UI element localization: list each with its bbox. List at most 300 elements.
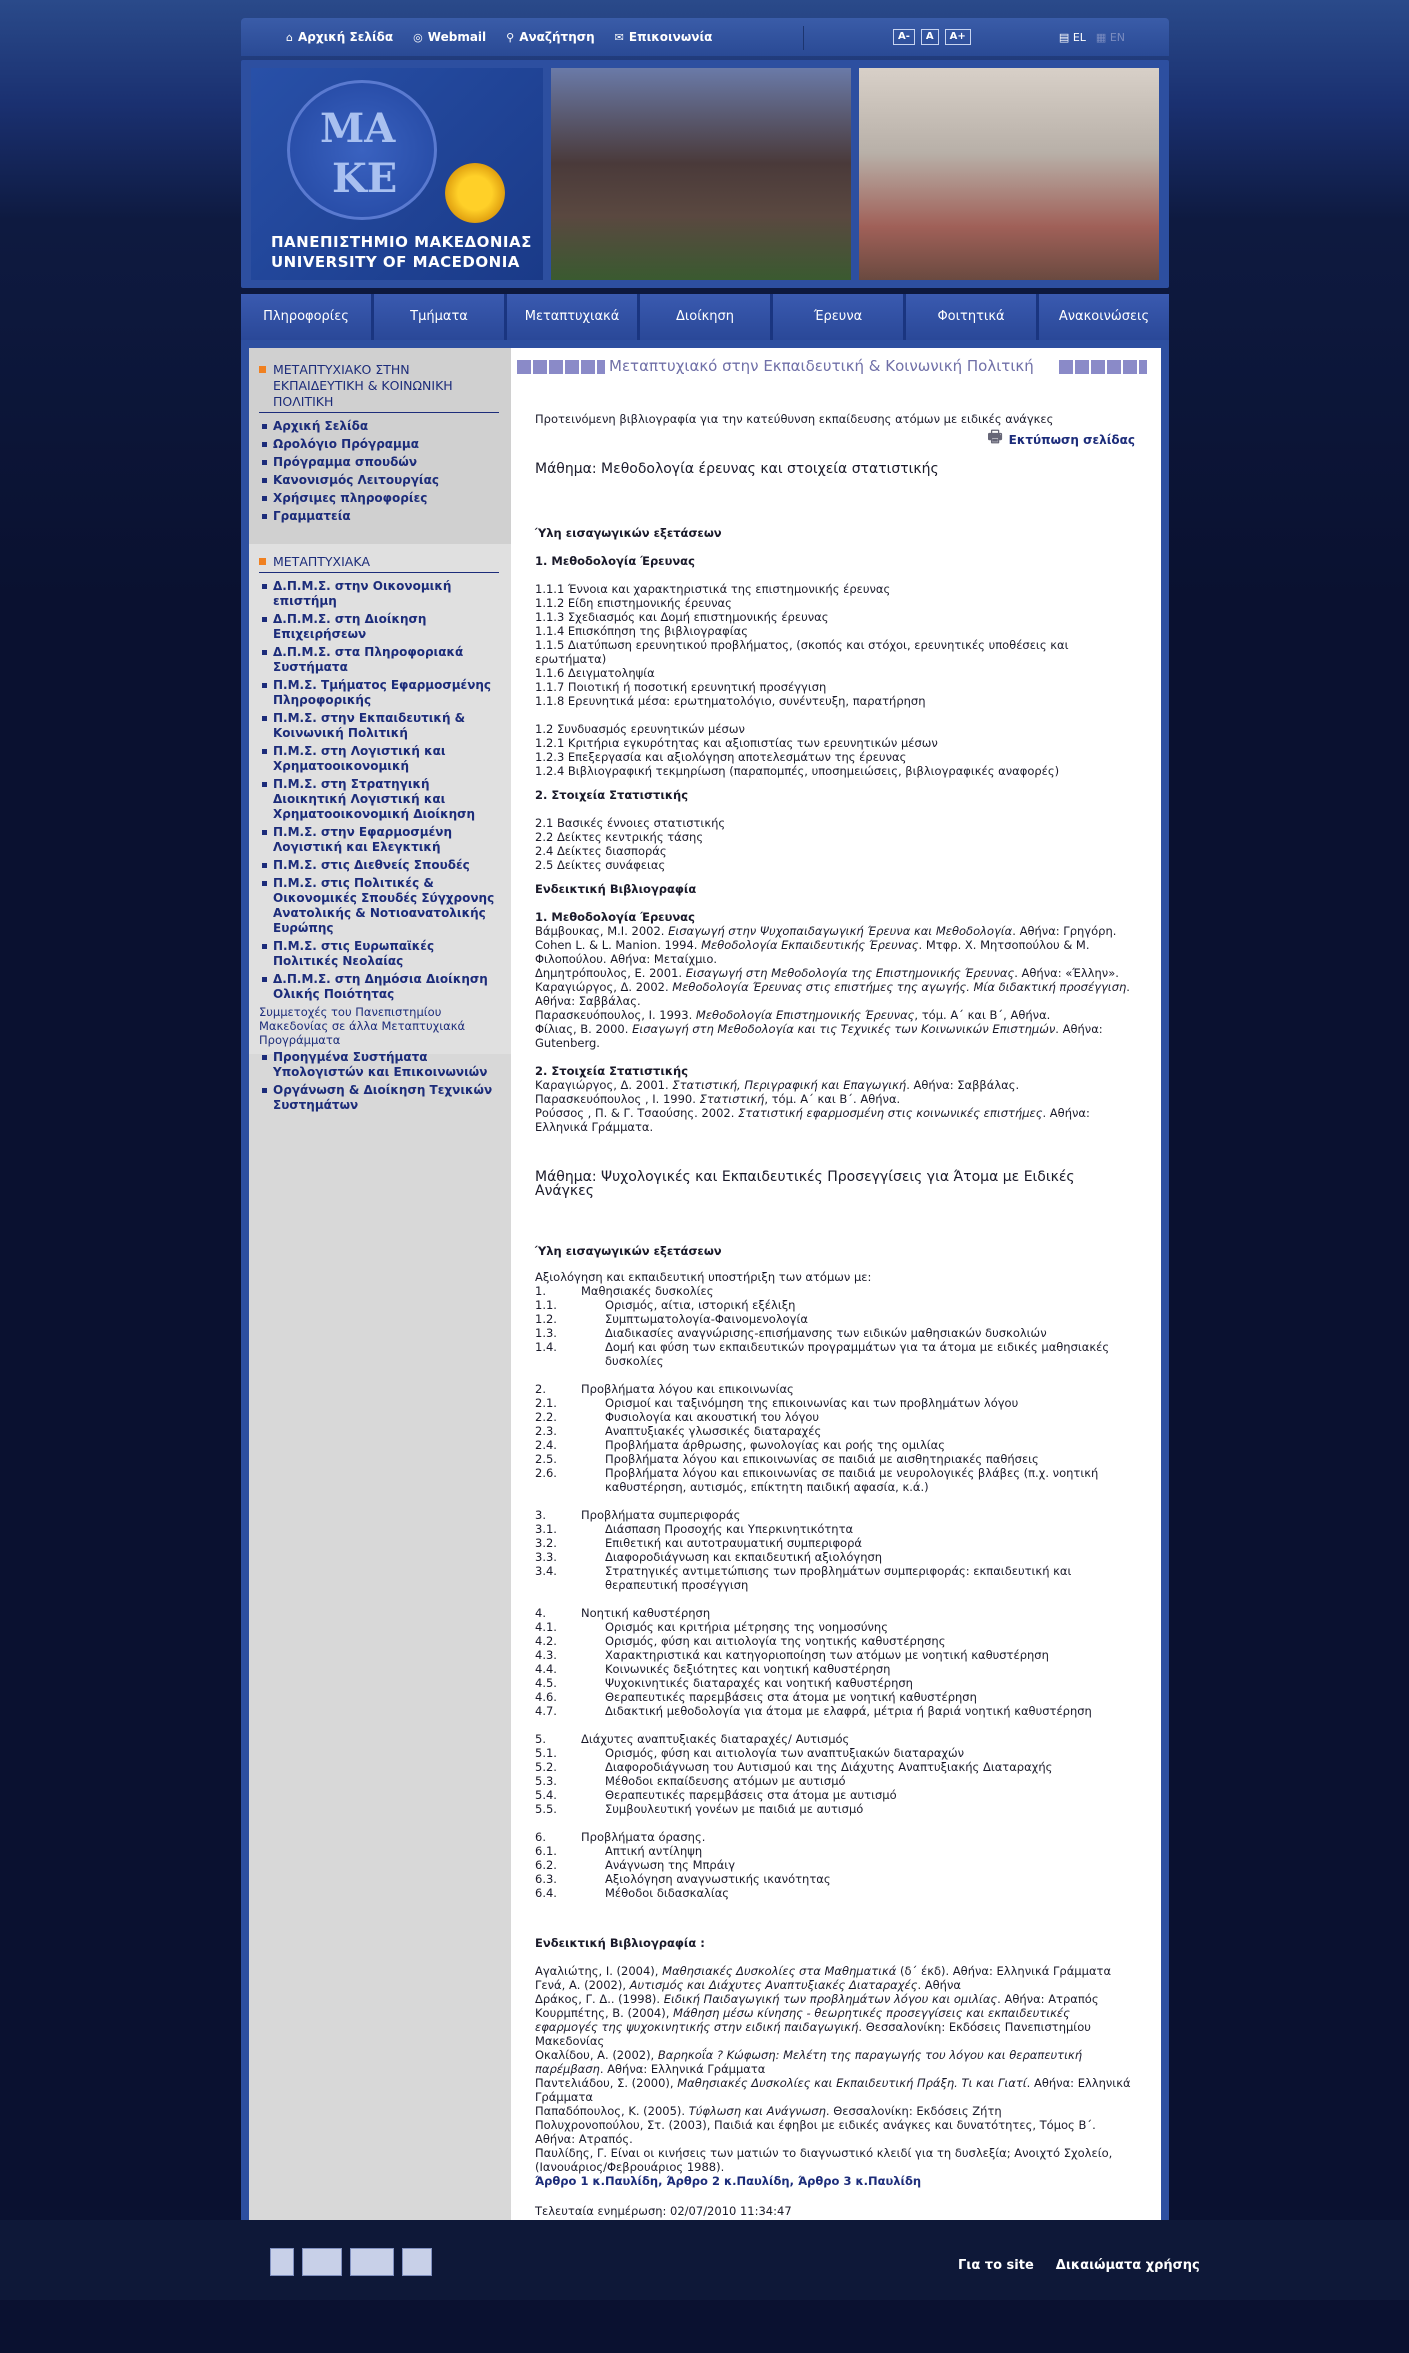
topic-text: Θεραπευτικές παρεμβάσεις στα άτομα με αυτισμό xyxy=(605,1788,897,1802)
biblio-title: Αυτισμός και Διάχυτες Αναπτυξιακές Διαταραχές xyxy=(629,1978,918,1992)
course1-part2-heading: 2. Στοιχεία Στατιστικής xyxy=(535,788,689,802)
biblio-publisher: , τόμ. Α΄ και Β΄, Αθήνα. xyxy=(914,1008,1051,1022)
list-item: 2.1 Βασικές έννοιες στατιστικής xyxy=(535,816,726,830)
topic-text: Προβλήματα λόγου και επικοινωνίας σε παιδιά με νευρολογικές βλάβες (π.χ. νοητική καθυστέρηση, αυτισμός, επίκτητη παιδική αφασία, κ.ά.) xyxy=(605,1466,1099,1494)
sidebar-item[interactable]: Π.Μ.Σ. στη Λογιστική και Χρηματοοικονομική xyxy=(259,744,501,774)
main-nav xyxy=(241,294,1169,340)
page-footer xyxy=(0,2220,1409,2300)
webmail-link[interactable] xyxy=(413,30,486,44)
nav-info[interactable]: Πληροφορίες xyxy=(241,294,371,340)
topic-number: 1.2. xyxy=(535,1312,557,1326)
topic-text: Απτική αντίληψη xyxy=(605,1844,703,1858)
biblio-title: Μεθοδολογία Επιστημονικής Έρευνας xyxy=(695,1008,915,1022)
topic-heading xyxy=(535,1606,1135,1620)
sidebar-list-other xyxy=(259,1050,501,1113)
course1-biblio2-heading: 2. Στοιχεία Στατιστικής xyxy=(535,1064,689,1078)
topic-text: Συμβουλευτική γονέων με παιδιά με αυτισμό xyxy=(605,1802,864,1816)
ministry-logo-icon[interactable] xyxy=(270,2248,294,2276)
course2-title: Μάθημα: Ψυχολογικές και Εκπαιδευτικές Προσεγγίσεις για Άτομα με Ειδικές Ανάγκες xyxy=(535,1169,1075,1199)
terms-of-use-link[interactable]: Δικαιώματα χρήσης xyxy=(1055,2258,1200,2273)
list-item: 2.2 Δείκτες κεντρικής τάσης xyxy=(535,830,704,844)
home-icon: ⌂ xyxy=(286,30,293,44)
topic-text: Μέθοδοι διδασκαλίας xyxy=(605,1886,730,1900)
course1-biblio2-list xyxy=(535,1078,1135,1134)
sidebar-item[interactable]: Π.Μ.Σ. στις Ευρωπαϊκές Πολιτικές Νεολαίας xyxy=(259,939,501,969)
top-nav xyxy=(286,30,712,44)
topic-number: 4.5. xyxy=(535,1676,557,1690)
course1-part2-list xyxy=(535,816,1135,872)
content-frame xyxy=(241,340,1169,2230)
topic-text: Φυσιολογία και ακουστική του λόγου xyxy=(605,1410,820,1424)
list-item: 1.2 Συνδυασμός ερευνητικών μέσων xyxy=(535,722,745,736)
topic-number: 4.1. xyxy=(535,1620,557,1634)
topic-item xyxy=(535,1326,1135,1340)
title-decoration-left xyxy=(517,360,605,374)
header-banner xyxy=(241,60,1169,288)
list-item: 1.2.4 Βιβλιογραφική τεκμηρίωση (παραπομπές, υποσημειώσεις, βιβλιογραφικές αναφορές) xyxy=(535,764,1060,778)
topic-text: Ανάγνωση της Μπράιγ xyxy=(605,1858,736,1872)
sidebar-section-program xyxy=(249,348,511,544)
biblio-entry xyxy=(535,2048,1135,2076)
topic-number: 6.3. xyxy=(535,1872,557,1886)
topic-number: 4. xyxy=(535,1606,546,1620)
sidebar-note: Συμμετοχές του Πανεπιστημίου Μακεδονίας σε άλλα Μεταπτυχιακά Προγράμματα xyxy=(259,1005,466,1047)
topic-text: Διαφοροδιάγνωση και εκπαιδευτική αξιολόγηση xyxy=(605,1550,883,1564)
topic-item xyxy=(535,1760,1135,1774)
topic-number: 6.4. xyxy=(535,1886,557,1900)
lecture-hall-photo xyxy=(859,68,1159,280)
lang-en-label: EN xyxy=(1109,31,1125,44)
list-item: 1.1.6 Δειγματοληψία xyxy=(535,666,655,680)
course1-biblio1-list xyxy=(535,924,1135,1050)
biblio-publisher: (δ΄ έκδ). Αθήνα: Ελληνικά Γράμματα xyxy=(896,1964,1112,1978)
top-bar xyxy=(241,18,1169,56)
topic-text: Μέθοδοι εκπαίδευσης ατόμων με αυτισμό xyxy=(605,1774,846,1788)
flag-gr-icon: ▤ xyxy=(1058,31,1070,44)
contact-link[interactable] xyxy=(615,30,713,44)
sidebar-list-program xyxy=(259,419,501,524)
topic-text: Ορισμός, φύση και αιτιολογία των αναπτυξιακών διαταραχών xyxy=(605,1746,965,1760)
biblio-title: Εισαγωγή στην Ψυχοπαιδαγωγική Έρευνα και Μεθοδολογία xyxy=(668,924,1013,938)
biblio-title: Τύφλωση και Ανάγνωση xyxy=(688,2104,826,2118)
biblio-publisher: . Αθήνα: Σαββάλας. xyxy=(535,980,1130,1008)
biblio-author: Οκαλίδου, Α. (2002), xyxy=(535,2048,658,2062)
biblio-author: Παρασκευόπουλος, Ι. 1993. xyxy=(535,1008,696,1022)
topic-item xyxy=(535,1774,1135,1788)
list-item: 1.1.3 Σχεδιασμός και Δομή επιστημονικής έρευνας xyxy=(535,610,829,624)
topic-item xyxy=(535,1746,1135,1760)
biblio-author: Δράκος, Γ. Δ.. (1998). xyxy=(535,1992,664,2006)
topic-text: Νοητική καθυστέρηση xyxy=(581,1606,711,1620)
list-item: 1.2.3 Επεξεργασία και αξιολόγηση αποτελεσμάτων της έρευνας xyxy=(535,750,907,764)
webmail-link-label: Webmail xyxy=(427,30,487,44)
list-item: 1.1.5 Διατύπωση ερευνητικού προβλήματος, (σκοπός και στόχοι, ερευνητικές υποθέσεις και ερωτήματα) xyxy=(535,638,1069,666)
biblio-entry xyxy=(535,966,1135,980)
operational-program-logo-icon[interactable] xyxy=(350,2248,394,2276)
sidebar-item[interactable]: Π.Μ.Σ. στη Στρατηγική Διοικητική Λογιστική και Χρηματοοικονομική Διοίκηση xyxy=(259,777,501,822)
course2-biblio-list xyxy=(535,1964,1135,2174)
biblio-title: Στατιστική εφαρμοσμένη στις κοινωνικές επιστήμες xyxy=(738,1106,1043,1120)
sidebar xyxy=(249,348,511,2222)
lang-en[interactable] xyxy=(1096,31,1125,44)
biblio-entry xyxy=(535,1964,1135,1978)
topic-number: 5.1. xyxy=(535,1746,557,1760)
home-link[interactable] xyxy=(286,30,393,44)
topic-text: Αναπτυξιακές γλωσσικές διαταραχές xyxy=(605,1424,822,1438)
topic-group xyxy=(535,1508,1135,1592)
logo-text xyxy=(271,232,532,272)
topic-item xyxy=(535,1536,1135,1550)
footer-logos xyxy=(270,2248,432,2276)
biblio-title: Μαθησιακές Δυσκολίες στα Μαθηματικά xyxy=(662,1964,897,1978)
biblio-publisher: . Αθήνα: Σαββάλας. xyxy=(906,1078,1020,1092)
topic-number: 4.3. xyxy=(535,1648,557,1662)
topic-item xyxy=(535,1704,1135,1718)
biblio-author: Παρασκευόπουλος , Ι. 1990. xyxy=(535,1092,700,1106)
topic-item xyxy=(535,1298,1135,1312)
topic-number: 5.3. xyxy=(535,1774,557,1788)
course1-material-heading: Ύλη εισαγωγικών εξετάσεων xyxy=(535,526,722,540)
sidebar-item[interactable]: Δ.Π.Μ.Σ. στην Οικονομική επιστήμη xyxy=(259,579,501,609)
biblio-entry xyxy=(535,2076,1135,2104)
topic-item xyxy=(535,1676,1135,1690)
university-logo[interactable] xyxy=(251,68,543,280)
biblio-author: Δημητρόπουλος, Ε. 2001. xyxy=(535,966,686,980)
biblio-author: Καραγιώργος, Δ. 2002. xyxy=(535,980,673,994)
globe-icon: ◎ xyxy=(413,30,423,44)
biblio-entry xyxy=(535,2118,1135,2146)
topic-text: Προβλήματα συμπεριφοράς xyxy=(581,1508,741,1522)
sidebar-item[interactable]: Οργάνωση & Διοίκηση Τεχνικών Συστημάτων xyxy=(259,1083,501,1113)
topic-number: 5.5. xyxy=(535,1802,557,1816)
biblio-author: Αγαλιώτης, Ι. (2004), xyxy=(535,1964,663,1978)
biblio-entry xyxy=(535,924,1135,938)
biblio-publisher: . Θεσσαλονίκη: Εκδόσεις Ζήτη xyxy=(825,2104,1002,2118)
sidebar-item[interactable]: Π.Μ.Σ. στις Διεθνείς Σπουδές xyxy=(259,858,501,873)
course1-part1-list-b xyxy=(535,722,1135,778)
print-page-label: Εκτύπωση σελίδας xyxy=(1008,432,1135,447)
topic-number: 1. xyxy=(535,1284,546,1298)
topic-item xyxy=(535,1872,1135,1886)
course1-part1-heading: 1. Μεθοδολογία Έρευνας xyxy=(535,554,695,568)
sidebar-item[interactable]: Χρήσιμες πληροφορίες xyxy=(259,491,501,506)
article-link-1[interactable]: Άρθρο 1 κ.Παυλίδη xyxy=(535,2174,659,2188)
biblio-entry xyxy=(535,2104,1135,2118)
topic-item xyxy=(535,1550,1135,1564)
page-title: Μεταπτυχιακό στην Εκπαιδευτική & Κοινωνική Πολιτική xyxy=(609,357,1034,375)
sidebar-item[interactable]: Κανονισμός Λειτουργίας xyxy=(259,473,501,488)
topic-number: 2.4. xyxy=(535,1438,557,1452)
topic-text: Διαδικασίες αναγνώρισης-επισήμανσης των ειδικών μαθησιακών δυσκολιών xyxy=(605,1326,1047,1340)
biblio-entry xyxy=(535,1106,1135,1134)
topic-text: Δομή και φύση των εκπαιδευτικών προγραμμάτων για τα άτομα με ειδικές μαθησιακές δυσκολίες xyxy=(605,1340,1110,1368)
topic-number: 4.6. xyxy=(535,1690,557,1704)
topic-group xyxy=(535,1382,1135,1494)
sidebar-item[interactable]: Π.Μ.Σ. στην Εκπαιδευτική & Κοινωνική Πολιτική xyxy=(259,711,501,741)
topic-text: Προβλήματα άρθρωσης, φωνολογίας και ροής της ομιλίας xyxy=(605,1438,945,1452)
search-link[interactable] xyxy=(506,30,595,44)
sidebar-list-postgrad xyxy=(259,579,501,1002)
list-item: 1.1.7 Ποιοτική ή ποσοτική ερευνητική προσέγγιση xyxy=(535,680,827,694)
sidebar-item[interactable]: Δ.Π.Μ.Σ. στη Διοίκηση Επιχειρήσεων xyxy=(259,612,501,642)
topic-heading xyxy=(535,1508,1135,1522)
main-content xyxy=(517,348,1157,2188)
biblio-entry xyxy=(535,2146,1135,2174)
topic-item xyxy=(535,1396,1135,1410)
biblio-author: Βάμβουκας, Μ.Ι. 2002. xyxy=(535,924,669,938)
biblio-publisher: . Αθήνα: Ελληνικά Γράμματα xyxy=(599,2062,766,2076)
sidebar-item[interactable]: Γραμματεία xyxy=(259,509,501,524)
course2-biblio-heading: Ενδεικτική Βιβλιογραφία : xyxy=(535,1936,705,1950)
topic-group xyxy=(535,1284,1135,1368)
nav-research[interactable]: Έρευνα xyxy=(773,294,903,340)
topic-number: 4.7. xyxy=(535,1704,557,1718)
topic-number: 4.2. xyxy=(535,1634,557,1648)
biblio-author: Παυλίδης, Γ. Είναι οι κινήσεις των ματιών το διαγνωστικό κλειδί για τη δυσλεξία; Ανοιχτό Σχολείο, (Ιανουάριος/Φεβρουάριος 1988). xyxy=(535,2146,1113,2174)
topic-number: 2.2. xyxy=(535,1410,557,1424)
topic-number: 6.1. xyxy=(535,1844,557,1858)
topic-text: Συμπτωματολογία-Φαινομενολογία xyxy=(605,1312,808,1326)
search-icon: ⚲ xyxy=(506,30,515,44)
contact-link-label: Επικοινωνία xyxy=(628,30,713,44)
article-body xyxy=(535,412,1135,2188)
sidebar-item[interactable]: Δ.Π.Μ.Σ. στα Πληροφοριακά Συστήματα xyxy=(259,645,501,675)
topic-item xyxy=(535,1690,1135,1704)
topic-group xyxy=(535,1606,1135,1718)
topic-text: Προβλήματα λόγου και επικοινωνίας σε παιδιά με αισθητηριακές παθήσεις xyxy=(605,1452,1039,1466)
course1-biblio-heading: Ενδεικτική Βιβλιογραφία xyxy=(535,882,697,896)
topic-number: 3.1. xyxy=(535,1522,557,1536)
topic-item xyxy=(535,1452,1135,1466)
biblio-author: Πολυχρονοπούλου, Στ. (2003), Παιδιά και έφηβοι με ειδικές ανάγκες και δυνατότητες, Τόμος Β΄. Αθήνα: Ατραπός. xyxy=(535,2118,1096,2146)
topic-number: 3.2. xyxy=(535,1536,557,1550)
biblio-publisher: , τόμ. Α΄ και Β΄. Αθήνα. xyxy=(764,1092,901,1106)
topic-number: 2.3. xyxy=(535,1424,557,1438)
biblio-title: Στατιστική xyxy=(699,1092,765,1106)
biblio-author: Γενά, Α. (2002), xyxy=(535,1978,630,1992)
font-size-controls xyxy=(893,29,971,45)
topic-number: 5.2. xyxy=(535,1760,557,1774)
topic-number: 3. xyxy=(535,1508,546,1522)
biblio-entry xyxy=(535,980,1135,1008)
sidebar-item[interactable]: Πρόγραμμα σπουδών xyxy=(259,455,501,470)
list-item: 2.4 Δείκτες διασποράς xyxy=(535,844,667,858)
article-links: Άρθρο 1 κ.Παυλίδη, Άρθρο 2 κ.Παυλίδη, Άρθρο 3 κ.Παυλίδη xyxy=(535,2174,922,2188)
sidebar-section-title: ΜΕΤΑΠΤΥΧΙΑΚΑ xyxy=(259,554,499,573)
footer-links xyxy=(958,2258,1200,2273)
biblio-publisher: . Αθήνα xyxy=(917,1978,961,1992)
nav-departments[interactable]: Τμήματα xyxy=(374,294,504,340)
lang-el-label: EL xyxy=(1072,31,1086,44)
home-link-label: Αρχική Σελίδα xyxy=(297,30,394,44)
sidebar-item[interactable]: Προηγμένα Συστήματα Υπολογιστών και Επικοινωνιών xyxy=(259,1050,501,1080)
biblio-entry xyxy=(535,1078,1135,1092)
biblio-author: Καραγιώργος, Δ. 2001. xyxy=(535,1078,673,1092)
course2-lead: Αξιολόγηση και εκπαιδευτική υποστήριξη των ατόμων με: xyxy=(535,1270,872,1284)
topic-number: 3.4. xyxy=(535,1564,557,1578)
sidebar-item[interactable]: Δ.Π.Μ.Σ. στη Δημόσια Διοίκηση Ολικής Ποιότητας xyxy=(259,972,501,1002)
topic-item xyxy=(535,1424,1135,1438)
topic-text: Ορισμός, αίτια, ιστορική εξέλιξη xyxy=(605,1298,796,1312)
biblio-entry xyxy=(535,1978,1135,1992)
biblio-entry xyxy=(535,1008,1135,1022)
logo-title-greek: ΠΑΝΕΠΙΣΤΗΜΙΟ ΜΑΚΕΔΟΝΙΑΣ xyxy=(271,233,532,251)
biblio-author: Ρούσσος , Π. & Γ. Τσαούσης. 2002. xyxy=(535,1106,739,1120)
biblio-title: Στατιστική, Περιγραφική και Επαγωγική xyxy=(672,1078,907,1092)
nav-announcements[interactable]: Ανακοινώσεις xyxy=(1039,294,1169,340)
biblio-publisher: . Αθήνα: Ελληνικά Γράμματα xyxy=(535,2076,1131,2104)
sun-emblem-icon xyxy=(445,163,505,223)
course1-title: Μάθημα: Μεθοδολογία έρευνας και στοιχεία στατιστικής xyxy=(535,461,939,477)
topic-heading xyxy=(535,1732,1135,1746)
seal-text-top: ΜΑ xyxy=(320,105,396,152)
sidebar-item[interactable]: Π.Μ.Σ. Τμήματος Εφαρμοσμένης Πληροφορικής xyxy=(259,678,501,708)
biblio-entry xyxy=(535,938,1135,966)
divider xyxy=(803,26,804,50)
course2-topics xyxy=(535,1284,1135,1900)
topic-heading xyxy=(535,1284,1135,1298)
language-switch xyxy=(1059,31,1125,44)
course1-part1-list-a xyxy=(535,582,1135,708)
sidebar-section-postgrad xyxy=(249,544,511,1112)
biblio-author: Cohen L. & L. Manion. 1994. xyxy=(535,938,702,952)
topic-item xyxy=(535,1410,1135,1424)
topic-item xyxy=(535,1662,1135,1676)
digital-greece-logo-icon[interactable] xyxy=(302,2248,342,2276)
topic-text: Διάχυτες αναπτυξιακές διαταραχές/ Αυτισμός xyxy=(581,1732,850,1746)
topic-text: Διαφοροδιάγνωση του Αυτισμού και της Διάχυτης Αναπτυξιακής Διαταραχής xyxy=(605,1760,1053,1774)
sidebar-item[interactable]: Π.Μ.Σ. στην Εφαρμοσμένη Λογιστική και Ελεγκτική xyxy=(259,825,501,855)
font-larger-button[interactable]: A+ xyxy=(945,29,971,45)
font-normal-button[interactable]: A xyxy=(921,29,939,45)
font-smaller-button[interactable]: A- xyxy=(893,29,915,45)
biblio-entry xyxy=(535,2006,1135,2048)
topic-text: Ορισμός και κριτήρια μέτρησης της νοημοσύνης xyxy=(605,1620,888,1634)
biblio-publisher: . Αθήνα: Γρηγόρη. xyxy=(1012,924,1117,938)
topic-number: 1.4. xyxy=(535,1340,557,1354)
topic-text: Αξιολόγηση αναγνωστικής ικανότητας xyxy=(605,1872,831,1886)
eu-flag-icon[interactable] xyxy=(402,2248,432,2276)
topic-number: 4.4. xyxy=(535,1662,557,1676)
topic-item xyxy=(535,1634,1135,1648)
biblio-title: Μεθοδολογία Εκπαιδευτικής Έρευνας xyxy=(701,938,919,952)
list-item: 1.1.8 Ερευνητικά μέσα: ερωτηματολόγιο, συνέντευξη, παρατήρηση xyxy=(535,694,926,708)
biblio-author: Παντελιάδου, Σ. (2000), xyxy=(535,2076,678,2090)
topic-number: 1.3. xyxy=(535,1326,557,1340)
topic-item xyxy=(535,1858,1135,1872)
topic-text: Προβλήματα λόγου και επικοινωνίας xyxy=(581,1382,794,1396)
topic-item xyxy=(535,1788,1135,1802)
title-decoration-right xyxy=(1059,360,1147,374)
nav-postgraduate[interactable]: Μεταπτυχιακά xyxy=(507,294,637,340)
topic-heading xyxy=(535,1830,1135,1844)
last-update: Τελευταία ενημέρωση: 02/07/2010 11:34:47 xyxy=(535,2204,792,2218)
topic-item xyxy=(535,1522,1135,1536)
biblio-publisher: . Αθήνα: Ατραπός xyxy=(997,1992,1099,2006)
page-title-bar xyxy=(517,354,1157,382)
list-item: 1.1.1 Έννοια και χαρακτηριστικά της επιστημονικής έρευνας xyxy=(535,582,891,596)
topic-number: 6. xyxy=(535,1830,546,1844)
article-link-3[interactable]: Άρθρο 3 κ.Παυλίδη xyxy=(798,2174,922,2188)
topic-item xyxy=(535,1886,1135,1900)
topic-text: Θεραπευτικές παρεμβάσεις στα άτομα με νοητική καθυστέρηση xyxy=(605,1690,977,1704)
nav-student-life[interactable]: Φοιτητικά xyxy=(906,294,1036,340)
topic-number: 5. xyxy=(535,1732,546,1746)
biblio-author: Φίλιας, Β. 2000. xyxy=(535,1022,633,1036)
topic-item xyxy=(535,1844,1135,1858)
biblio-publisher: . Αθήνα: Ελληνικά Γράμματα. xyxy=(535,1106,1090,1134)
printer-icon: 🖶 xyxy=(987,427,1003,446)
flag-uk-icon: ▦ xyxy=(1095,31,1107,44)
content-inner xyxy=(249,348,1161,2222)
biblio-title: Βαρηκοΐα ? Κώφωση: Μελέτη της παραγωγής του λόγου και θεραπευτική παρέμβαση xyxy=(535,2048,1083,2076)
topic-text: Επιθετική και αυτοτραυματική συμπεριφορά xyxy=(605,1536,862,1550)
topic-item xyxy=(535,1802,1135,1816)
topic-number: 6.2. xyxy=(535,1858,557,1872)
topic-text: Στρατηγικές αντιμετώπισης των προβλημάτων συμπεριφοράς: εκπαιδευτική και θεραπευτική προσέγγιση xyxy=(605,1564,1072,1592)
topic-text: Ορισμοί και ταξινόμηση της επικοινωνίας και των προβλημάτων λόγου xyxy=(605,1396,1019,1410)
topic-text: Ορισμός, φύση και αιτιολογία της νοητικής καθυστέρησης xyxy=(605,1634,946,1648)
topic-item xyxy=(535,1466,1135,1494)
search-link-label: Αναζήτηση xyxy=(519,30,595,44)
topic-text: Προβλήματα όρασης. xyxy=(581,1830,706,1844)
topic-heading xyxy=(535,1382,1135,1396)
biblio-title: Μάθηση μέσω κίνησης - θεωρητικές προσεγγίσεις και εκπαιδευτικές εφαρμογές της ψυχοκινητικής στην ειδική παιδαγωγική xyxy=(535,2006,1070,2034)
page-wrapper xyxy=(241,18,1169,2218)
topic-text: Μαθησιακές δυσκολίες xyxy=(581,1284,714,1298)
sidebar-item[interactable]: Π.Μ.Σ. στις Πολιτικές & Οικονομικές Σπουδές Σύγχρονης Ανατολικής & Νοτιοανατολικής Ευρώπης xyxy=(259,876,501,936)
biblio-entry xyxy=(535,1022,1135,1050)
topic-text: Κοινωνικές δεξιότητες και νοητική καθυστέρηση xyxy=(605,1662,891,1676)
nav-administration[interactable]: Διοίκηση xyxy=(640,294,770,340)
topic-item xyxy=(535,1340,1135,1368)
about-site-link[interactable]: Για το site xyxy=(958,2258,1034,2273)
intro-text: Προτεινόμενη βιβλιογραφία για την κατεύθυνση εκπαίδευσης ατόμων με ειδικές ανάγκες xyxy=(535,412,1054,426)
topic-number: 5.4. xyxy=(535,1788,557,1802)
biblio-publisher: . Αθήνα: Gutenberg. xyxy=(535,1022,1103,1050)
biblio-entry xyxy=(535,1092,1135,1106)
topic-item xyxy=(535,1312,1135,1326)
sidebar-item[interactable]: Ωρολόγιο Πρόγραμμα xyxy=(259,437,501,452)
topic-text: Διδακτική μεθοδολογία για άτομα με ελαφρά, μέτρια ή βαριά νοητική καθυστέρηση xyxy=(605,1704,1092,1718)
sidebar-item[interactable]: Αρχική Σελίδα xyxy=(259,419,501,434)
course1-biblio1-heading: 1. Μεθοδολογία Έρευνας xyxy=(535,910,695,924)
biblio-title: Μεθοδολογία Έρευνας στις επιστήμες της αγωγής. Μία διδακτική προσέγγιση xyxy=(672,980,1127,994)
topic-text: Χαρακτηριστικά και κατηγοριοποίηση των ατόμων με νοητική καθυστέρηση xyxy=(605,1648,1049,1662)
topic-item xyxy=(535,1648,1135,1662)
biblio-title: Εισαγωγή στη Μεθοδολογία της Επιστημονικής Έρευνας xyxy=(685,966,1015,980)
topic-item xyxy=(535,1620,1135,1634)
biblio-publisher: . Μτφρ. Χ. Μητσοπούλου & Μ. Φιλοπούλου. Αθήνα: Μεταίχμιο. xyxy=(535,938,1090,966)
topic-group xyxy=(535,1830,1135,1900)
topic-text: Ψυχοκινητικές διαταραχές και νοητική καθυστέρηση xyxy=(605,1676,913,1690)
mail-icon: ✉ xyxy=(614,30,624,44)
article-link-2[interactable]: Άρθρο 2 κ.Παυλίδη xyxy=(666,2174,790,2188)
biblio-author: Παπαδόπουλος, Κ. (2005). xyxy=(535,2104,689,2118)
course2-material-heading: Ύλη εισαγωγικών εξετάσεων xyxy=(535,1244,722,1258)
topic-text: Διάσπαση Προσοχής και Υπερκινητικότητα xyxy=(605,1522,854,1536)
topic-number: 2.5. xyxy=(535,1452,557,1466)
topic-number: 2.6. xyxy=(535,1466,557,1480)
lang-el[interactable] xyxy=(1059,31,1086,44)
list-item: 1.1.2 Είδη επιστημονικής έρευνας xyxy=(535,596,732,610)
topic-group xyxy=(535,1732,1135,1816)
seal-text-bottom: ΚΕ xyxy=(332,155,398,202)
biblio-author: Κουρμπέτης, Β. (2004), xyxy=(535,2006,674,2020)
biblio-title: Μαθησιακές Δυσκολίες και Εκπαιδευτική Πράξη. Τι και Γιατί xyxy=(677,2076,1027,2090)
sidebar-section-title: ΜΕΤΑΠΤΥΧΙΑΚΟ ΣΤΗΝ ΕΚΠΑΙΔΕΥΤΙΚΗ & ΚΟΙΝΩΝΙΚΗ ΠΟΛΙΤΙΚΗ xyxy=(259,362,499,413)
biblio-title: Εισαγωγή στη Μεθοδολογία και τις Τεχνικές των Κοινωνικών Επιστημών xyxy=(632,1022,1056,1036)
